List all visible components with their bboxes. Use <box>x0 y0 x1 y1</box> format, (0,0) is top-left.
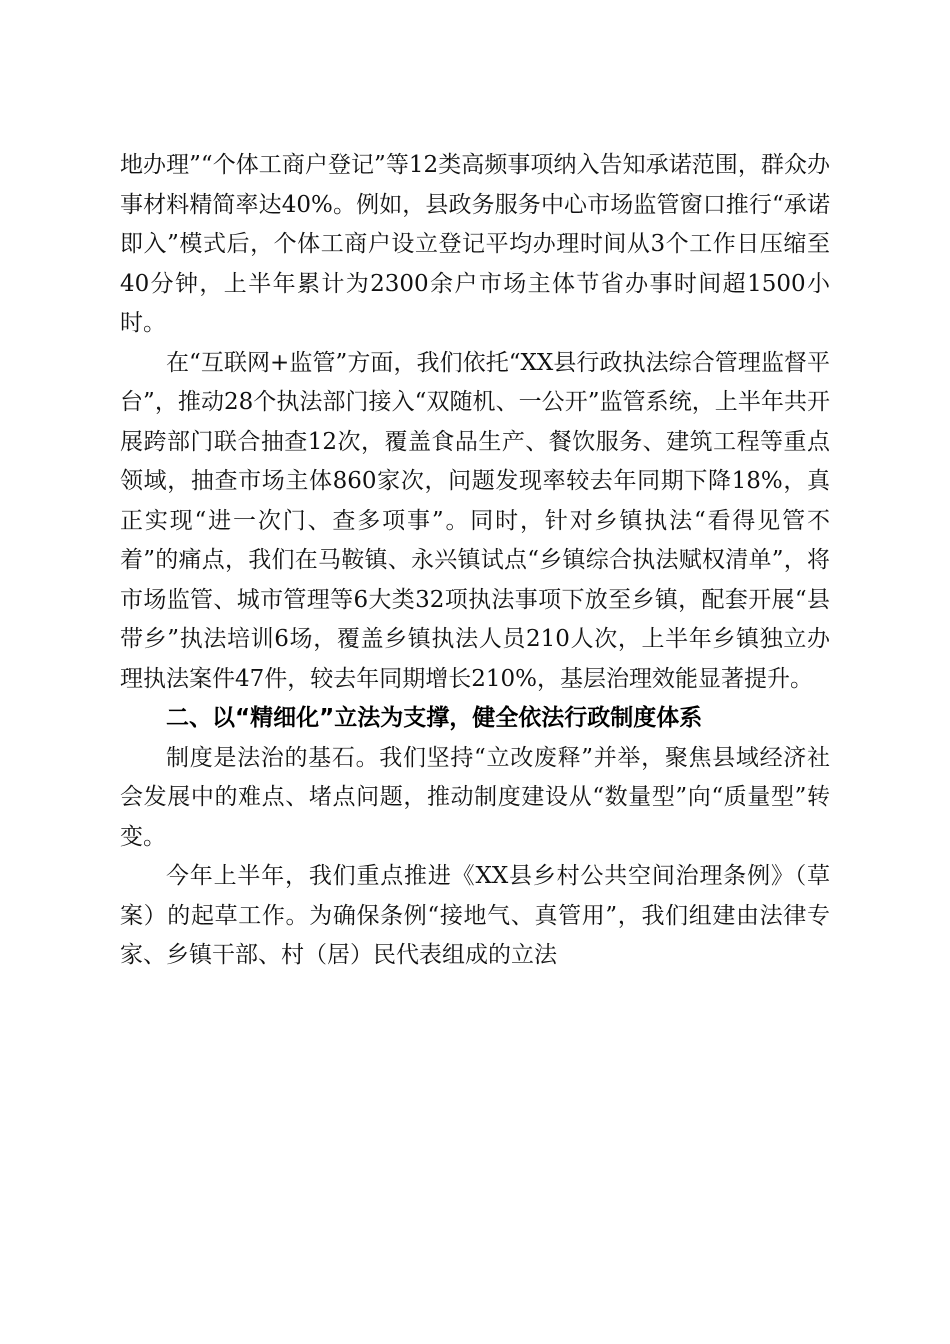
document-body <box>120 146 830 976</box>
paragraph-internet-supervision: 在“互联网+监管”方面，我们依托“XX县行政执法综合管理监督平台”，推动28个执法部门接入“双随机、一公开”监管系统，上半年共开展跨部门联合抽查12次，覆盖食品生产、餐饮服务、建筑工程等重点领域，抽查市场主体860家次，问题发现率较去年同期下降18%，真正实现“进一次门、查多项事”。同时，针对乡镇执法“看得见管不着”的痛点，我们在马鞍镇、永兴镇试点“乡镇综合执法赋权清单”，将市场监管、城市管理等6大类32项执法事项下放至乡镇，配套开展“县带乡”执法培训6场，覆盖乡镇执法人员210人次，上半年乡镇独立办理执法案件47件，较去年同期增长210%，基层治理效能显著提升。 <box>120 349 830 692</box>
section-heading-2: 二、以“精细化”立法为支撑，健全依法行政制度体系 <box>166 705 703 731</box>
paragraph-continued: 地办理”“个体工商户登记”等12类高频事项纳入告知承诺范围，群众办事材料精简率达40%。例如，县政务服务中心市场监管窗口推行“承诺即入”模式后，个体工商户设立登记平均办理时间从3个工作日压缩至40分钟，上半年累计为2300余户市场主体节省办事时间超1500小时。 <box>120 152 830 336</box>
paragraph-regulation-drafting: 今年上半年，我们重点推进《XX县乡村公共空间治理条例》（草案）的起草工作。为确保条例“接地气、真管用”，我们组建由法律专家、乡镇干部、村（居）民代表组成的立法 <box>120 863 830 968</box>
paragraph-system-foundation: 制度是法治的基石。我们坚持“立改废释”并举，聚焦县域经济社会发展中的难点、堵点问题，推动制度建设从“数量型”向“质量型”转变。 <box>120 744 830 850</box>
